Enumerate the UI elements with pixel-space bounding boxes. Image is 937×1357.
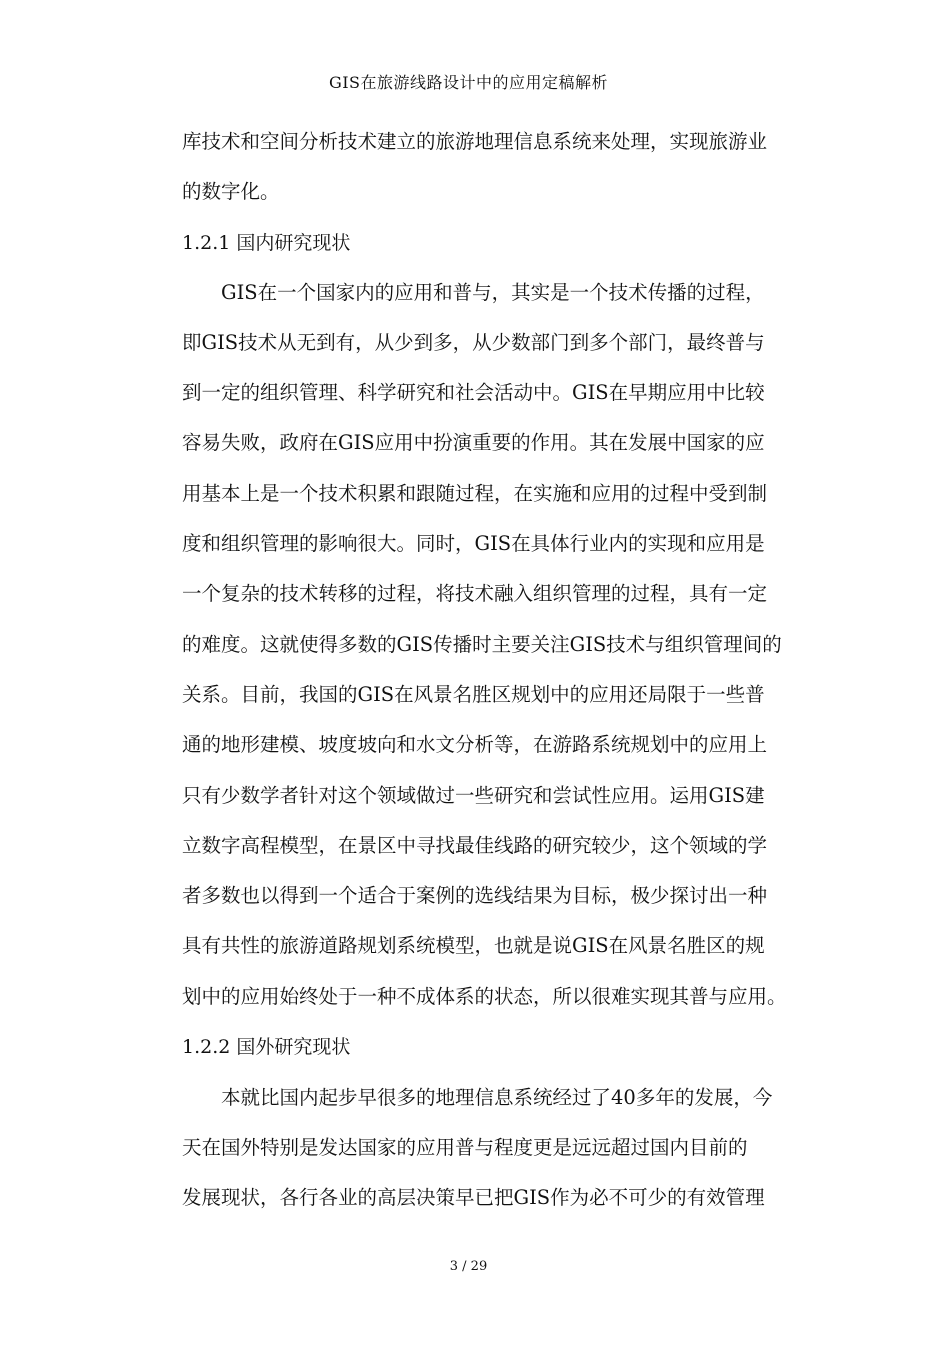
text-line: 本就比国内起步早很多的地理信息系统经过了40多年的发展，今 bbox=[221, 1086, 773, 1109]
text-line: 一个复杂的技术转移的过程，将技术融入组织管理的过程，具有一定 bbox=[182, 582, 768, 605]
text-line: 立数字高程模型，在景区中寻找最佳线路的研究较少，这个领域的学 bbox=[182, 834, 768, 857]
text-line: 天在国外特别是发达国家的应用普与程度更是远远超过国内目前的 bbox=[182, 1136, 748, 1159]
text-line: 通的地形建模、坡度坡向和水文分析等，在游路系统规划中的应用上 bbox=[182, 733, 768, 756]
text-line: 只有少数学者针对这个领域做过一些研究和尝试性应用。运用GIS建 bbox=[182, 784, 765, 807]
section-heading-1-2-1: 1.2.1 国内研究现状 bbox=[182, 232, 351, 254]
section-heading-1-2-2: 1.2.2 国外研究现状 bbox=[182, 1036, 351, 1058]
text-line: 关系。目前，我国的GIS在风景名胜区规划中的应用还局限于一些普 bbox=[182, 683, 765, 706]
text-line: 到一定的组织管理、科学研究和社会活动中。GIS在早期应用中比较 bbox=[182, 381, 765, 404]
text-line: 库技术和空间分析技术建立的旅游地理信息系统来处理，实现旅游业 bbox=[182, 130, 768, 153]
text-line: 划中的应用始终处于一种不成体系的状态，所以很难实现其普与应用。 bbox=[182, 985, 787, 1008]
text-line: 的数字化。 bbox=[182, 180, 280, 203]
text-line: 的难度。这就使得多数的GIS传播时主要关注GIS技术与组织管理间的 bbox=[182, 633, 782, 656]
running-header: GIS在旅游线路设计中的应用定稿解析 bbox=[328, 73, 609, 92]
text-line: 用基本上是一个技术积累和跟随过程，在实施和应用的过程中受到制 bbox=[182, 482, 768, 505]
text-line: GIS在一个国家内的应用和普与，其实是一个技术传播的过程， bbox=[221, 281, 765, 304]
text-line: 者多数也以得到一个适合于案例的选线结果为目标，极少探讨出一种 bbox=[182, 884, 768, 907]
text-line: 容易失败，政府在GIS应用中扮演重要的作用。其在发展中国家的应 bbox=[182, 431, 765, 454]
text-line: 即GIS技术从无到有，从少到多，从少数部门到多个部门，最终普与 bbox=[182, 331, 765, 354]
text-line: 发展现状，各行各业的高层决策早已把GIS作为必不可少的有效管理 bbox=[182, 1186, 765, 1209]
text-line: 具有共性的旅游道路规划系统模型，也就是说GIS在风景名胜区的规 bbox=[182, 934, 765, 957]
text-line: 度和组织管理的影响很大。同时，GIS在具体行业内的实现和应用是 bbox=[182, 532, 765, 555]
page-number: 3 / 29 bbox=[449, 1259, 488, 1274]
